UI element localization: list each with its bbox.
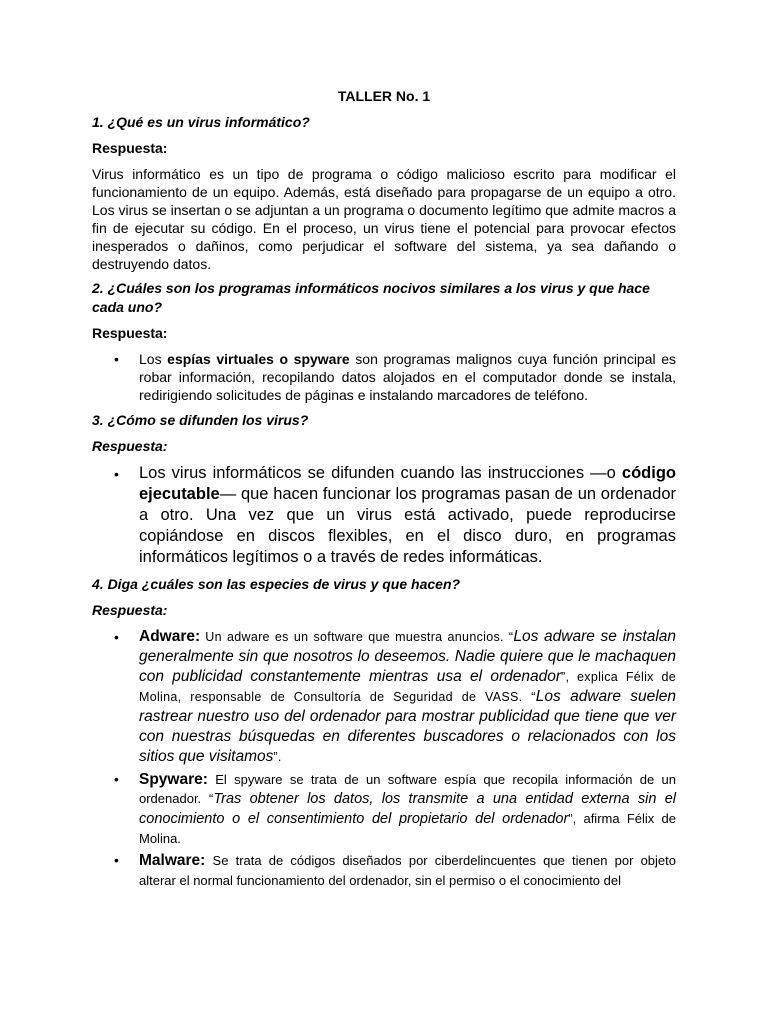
bullet-icon: • [114, 466, 119, 482]
bullet-icon: • [114, 771, 119, 787]
bullet-icon: • [114, 629, 119, 645]
item-text: Los virus informáticos se difunden cuando las instrucciones —o [139, 464, 622, 482]
document-page [92, 86, 676, 893]
term-adware: Adware: [139, 628, 201, 645]
answer-1: Virus informático es un tipo de programa o código malicioso escrito para modificar el funcionamiento de un equipo. Además, está diseñado para propagarse de un equipo a otro. Los virus se insertan o se adjuntan a un programa o documento legítimo que admite macros a fin de ejecutar su código. En el proceso, un virus tiene el potencial para provocar efectos inesperados o dañinos, como perjudicar el software del sistema, ya sea dañando o destruyendo datos. [92, 166, 676, 272]
answer-list-4 [92, 627, 676, 890]
item-text: Los [139, 351, 168, 367]
answer-label-2: Respuesta: [92, 325, 168, 341]
item-text: son programas malignos cuya función principal es robar información, recopilando datos alojados en el computador donde se instala, redirigiendo solicitudes de páginas e instalando marcadores de teléfono. [139, 351, 676, 403]
item-text: — que hacen funcionar los programas pasan de un ordenador a otro. Una vez que un virus está activado, puede reproducirse copiándose en discos flexibles, en el disco duro, en programas informáticos legítimos o a través de redes informáticas. [139, 485, 676, 566]
list-item [92, 463, 676, 568]
answer-label-3: Respuesta: [92, 438, 168, 454]
item-text: Un adware es un software que muestra anuncios. “ [200, 630, 514, 644]
term-spyware: Spyware: [139, 771, 208, 788]
question-1: 1. ¿Qué es un virus informático? [92, 114, 310, 130]
item-text: El spyware se trata de un software espía que recopila información de un ordenador. “ [139, 772, 676, 806]
item-text: Se trata de códigos diseñados por ciberdelincuentes que tienen por objeto alterar el normal funcionamiento del ordenador, sin el permiso o el conocimiento del [139, 853, 676, 888]
item-quote: Los adware se instalan generalmente sin que nosotros lo deseemos. Nadie quiere que le machaquen con publicidad constantemente mientras usa el ordenador [139, 628, 676, 685]
question-2: 2. ¿Cuáles son los programas informáticos nocivos similares a los virus y que hace cada uno? [92, 280, 650, 315]
question-3: 3. ¿Cómo se difunden los virus? [92, 412, 309, 428]
answer-list-3 [92, 463, 676, 568]
item-quote: Tras obtener los datos, los transmite a una entidad externa sin el conocimiento o el consentimiento del propietario del ordenador [139, 791, 676, 827]
bullet-icon: • [114, 351, 119, 367]
item-bold-text: espías virtuales o spyware [167, 351, 350, 367]
item-text: ”, explica Félix de Molina, responsable de Consultoría de Seguridad de VASS. “ [139, 670, 676, 704]
item-quote: Los adware suelen rastrear nuestro uso del ordenador para mostrar publicidad que tiene que ver con nuestras búsquedas en diferentes buscadores o relacionados con los sitios que visitamos [139, 688, 676, 765]
list-item-malware [92, 851, 676, 890]
answer-label-4: Respuesta: [92, 602, 168, 618]
item-bold-text: código ejecutable [139, 464, 676, 503]
term-malware: Malware: [139, 852, 206, 869]
question-4: 4. Diga ¿cuáles son las especies de virus y que hacen? [92, 576, 461, 592]
item-text: ”, afirma Félix de Molina. [139, 811, 676, 846]
answer-label-1: Respuesta: [92, 140, 168, 156]
list-item [92, 350, 676, 404]
bullet-icon: • [114, 852, 119, 868]
answer-list-2 [92, 350, 676, 404]
item-text: ”. [273, 750, 282, 764]
list-item-adware [92, 627, 676, 767]
list-item-spyware [92, 770, 676, 848]
document-title: TALLER No. 1 [337, 88, 431, 104]
